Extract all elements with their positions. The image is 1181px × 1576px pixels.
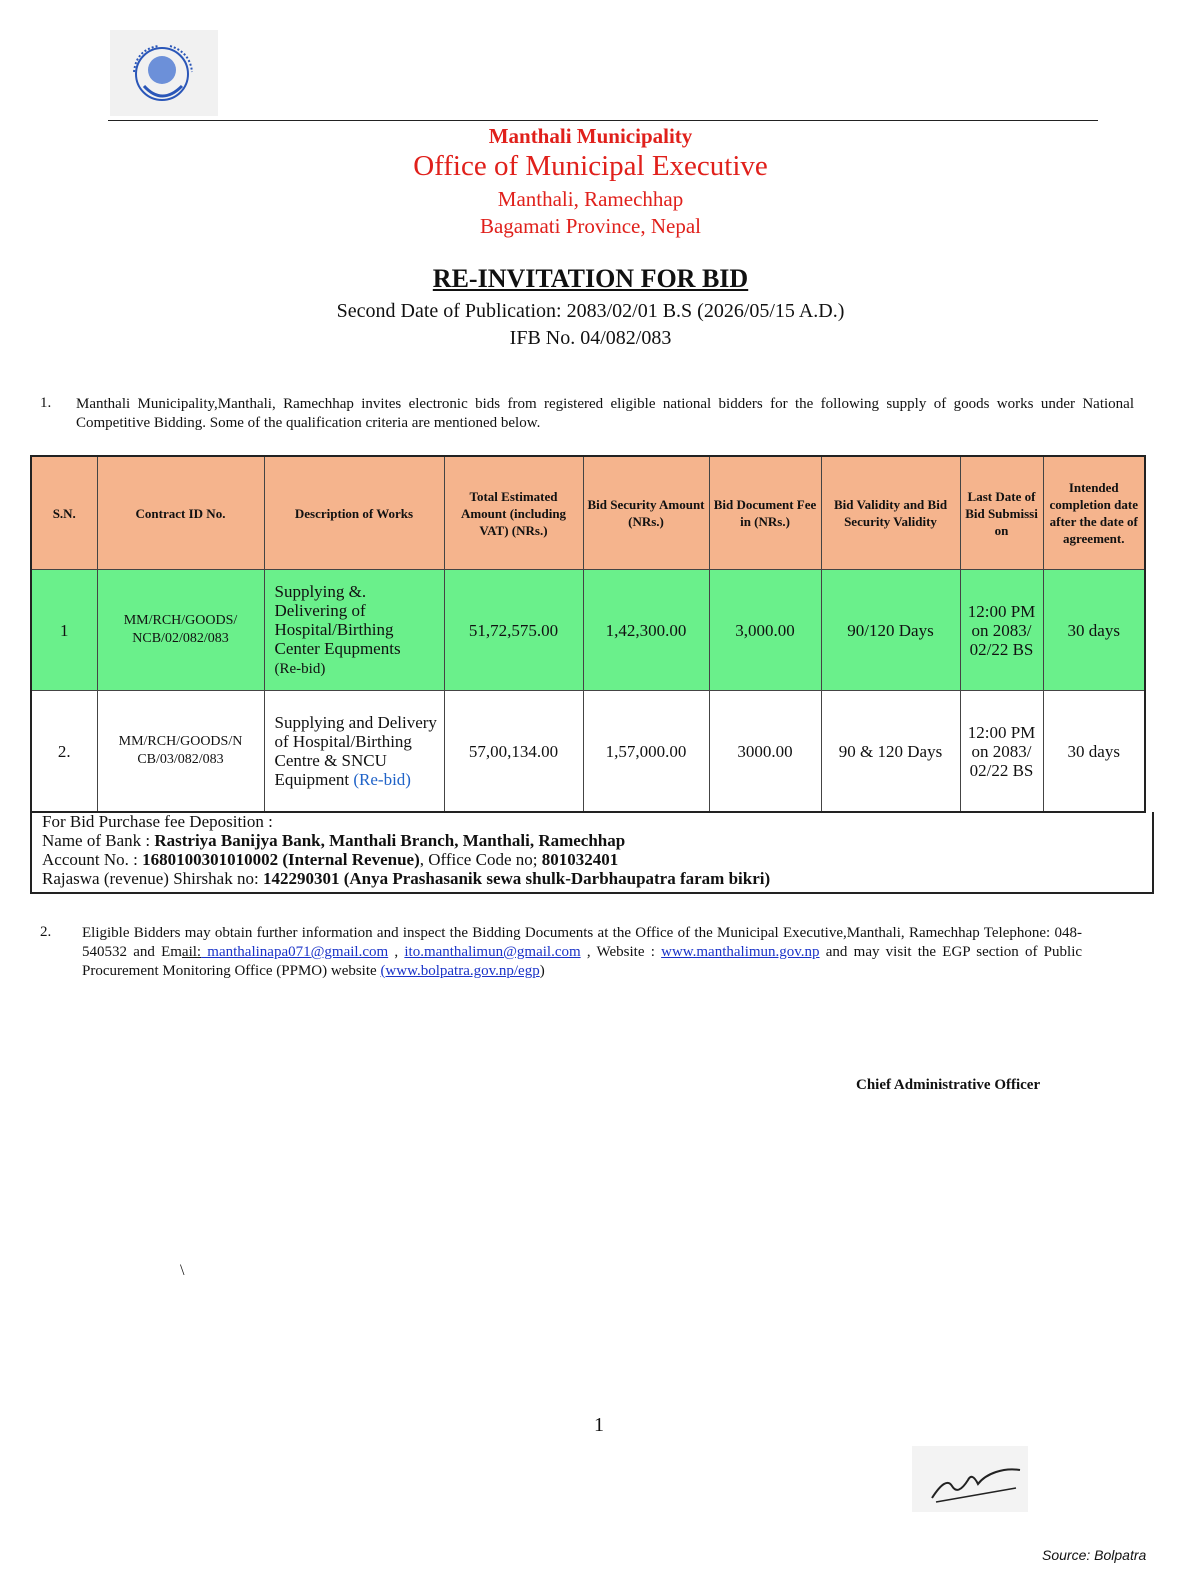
logo-emblem-icon (110, 30, 218, 116)
municipality-logo (110, 30, 218, 116)
cell-completion: 30 days (1043, 570, 1145, 691)
signature-image (912, 1446, 1028, 1512)
para2-text-c: and may visit the EGP section of Public Procurement Monitoring Office (PPMO) website (82, 944, 1083, 979)
email-link-2[interactable]: ito.manthalimun@gmail.com (404, 944, 581, 960)
table-row (31, 691, 1145, 813)
col-header-contract-id: Contract ID No. (97, 456, 264, 570)
col-header-validity: Bid Validity and Bid Security Validity (821, 456, 960, 570)
col-header-last-date: Last Date of Bid Submissi on (960, 456, 1043, 570)
para1-text: Manthali Municipality,Manthali, Ramechhap invites electronic bids from registered eligible national bidders for the following supply of goods works under National Competitive Bidding. Some of the qualification criteria are mentioned below. (76, 396, 1134, 431)
cell-fee: 3,000.00 (709, 570, 821, 691)
stray-mark: \ (180, 1262, 185, 1279)
revenue-line (42, 869, 1152, 888)
website-link[interactable]: www.manthalimun.gov.np (661, 944, 820, 960)
ifb-number: IFB No. 04/082/083 (509, 327, 672, 349)
office-code-label: , Office Code no; (419, 850, 542, 869)
table-row (31, 570, 1145, 691)
website-label: , Website : (580, 944, 662, 960)
deposit-info-box (30, 812, 1154, 894)
revenue-label: Rajaswa (revenue) Shirshak no: (42, 869, 263, 888)
bank-label: Name of Bank : (42, 831, 155, 850)
cell-description (264, 691, 444, 813)
source-credit: Source: Bolpatra (1042, 1547, 1147, 1563)
col-header-fee: Bid Document Fee in (NRs.) (709, 456, 821, 570)
notice-title: RE-INVITATION FOR BID (432, 264, 749, 293)
account-label: Account No. : (42, 850, 143, 869)
office-province: Bagamati Province, Nepal (479, 214, 701, 238)
para2-text-b: ail: (181, 944, 202, 960)
cell-validity: 90 & 120 Days (821, 691, 960, 813)
para2-close: ) (539, 963, 545, 979)
rebid-label: (Re-bid) (274, 660, 326, 677)
publication-date: Second Date of Publication: 2083/02/01 B.S (2026/05/15 A.D.) (336, 300, 845, 322)
col-header-completion: Intended completion date after the date of agreement. (1043, 456, 1145, 570)
para2-text (82, 924, 1082, 981)
description-text: Supplying and Delivery of Hospital/Birthing Centre & SNCU Equipment (274, 713, 437, 789)
header-divider (108, 120, 1098, 121)
account-line (42, 850, 1152, 869)
rebid-label: (Re-bid) (353, 770, 411, 789)
bid-table (30, 455, 1146, 813)
page-number: 1 (594, 1414, 604, 1436)
municipality-name: Manthali Municipality (488, 124, 693, 148)
table-header-row (31, 456, 1145, 570)
description-text: Supplying &. Delivering of Hospital/Birthing Center Equpments (274, 581, 401, 658)
email-link-1[interactable]: manthalinapa071@gmail.com (201, 944, 389, 960)
para2-number: 2. (40, 924, 52, 940)
col-header-sn: S.N. (31, 456, 97, 570)
cell-last-date: 12:00 PM on 2083/ 02/22 BS (960, 691, 1043, 813)
cell-last-date: 12:00 PM on 2083/ 02/22 BS (960, 570, 1043, 691)
cell-validity: 90/120 Days (821, 570, 960, 691)
office-code-value: 801032401 (541, 850, 619, 869)
signatory-title: Chief Administrative Officer (856, 1077, 1041, 1093)
cell-amount: 51,72,575.00 (444, 570, 583, 691)
cell-sn: 2. (31, 691, 97, 813)
account-value: 1680100301010002 (Internal Revenue) (142, 850, 420, 869)
cell-amount: 57,00,134.00 (444, 691, 583, 813)
office-name: Office of Municipal Executive (413, 150, 768, 182)
para1-number: 1. (40, 395, 52, 411)
deposit-heading: For Bid Purchase fee Deposition : (42, 812, 273, 831)
para2-text-a: Eligible Bidders may obtain further information and inspect the Bidding Documents at the Office of the Municipal Executive,Manthali, Ramechhap Telephone: 048-540532 and Em (82, 925, 1082, 960)
bank-value: Rastriya Banijya Bank, Manthali Branch, Manthali, Ramechhap (154, 831, 626, 850)
cell-description (264, 570, 444, 691)
col-header-security: Bid Security Amount (NRs.) (583, 456, 709, 570)
cell-fee: 3000.00 (709, 691, 821, 813)
col-header-amount: Total Estimated Amount (including VAT) (NRs.) (444, 456, 583, 570)
revenue-value: 142290301 (Anya Prashasanik sewa shulk-Darbhaupatra faram bikri) (262, 869, 771, 888)
para2-sep: , (388, 944, 405, 960)
cell-security: 1,42,300.00 (583, 570, 709, 691)
egp-link[interactable]: (www.bolpatra.gov.np/egp (380, 963, 540, 979)
col-header-description: Description of Works (264, 456, 444, 570)
signature-icon (912, 1446, 1028, 1512)
cell-completion: 30 days (1043, 691, 1145, 813)
cell-sn: 1 (31, 570, 97, 691)
cell-security: 1,57,000.00 (583, 691, 709, 813)
cell-contract-id: MM/RCH/GOODS/N CB/03/082/083 (97, 691, 264, 813)
bank-line (42, 831, 1152, 850)
office-address: Manthali, Ramechhap (497, 187, 684, 211)
cell-contract-id: MM/RCH/GOODS/ NCB/02/082/083 (97, 570, 264, 691)
